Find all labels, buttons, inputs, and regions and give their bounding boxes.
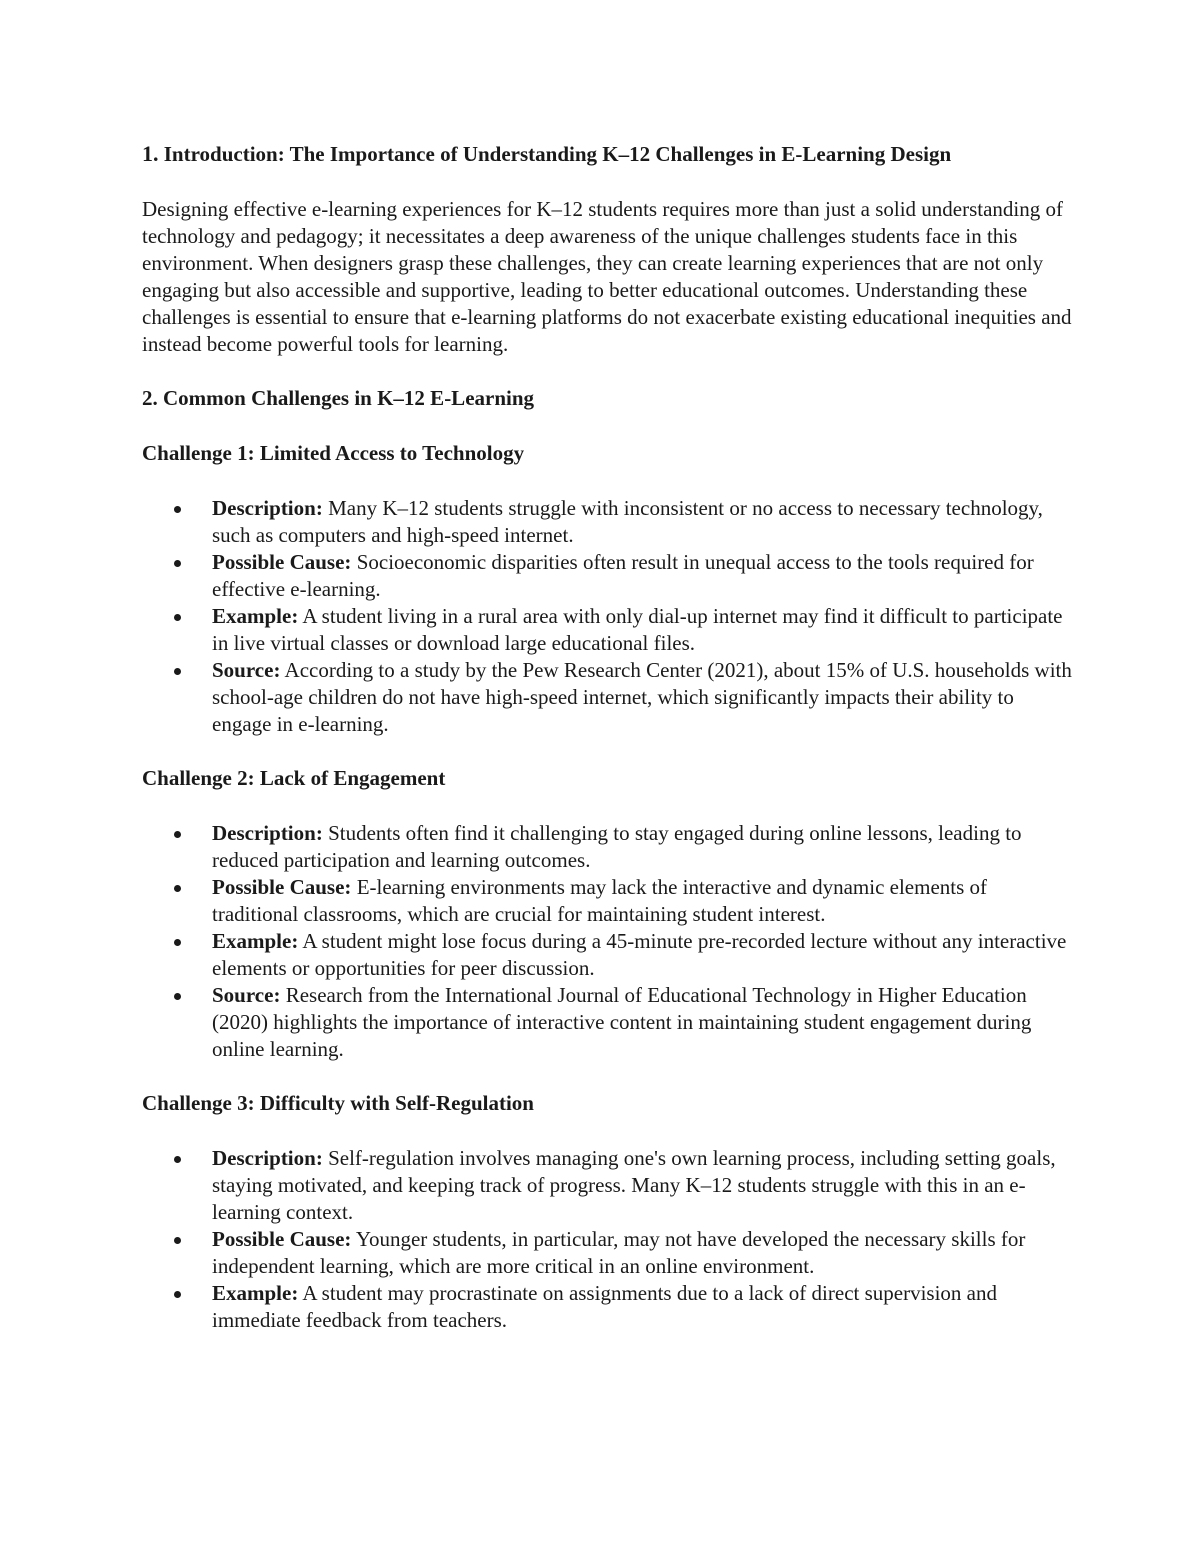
item-label: Description:	[212, 821, 323, 845]
item-text: Younger students, in particular, may not have developed the necessary skills for independent learning, which are more critical in an online environment.	[212, 1227, 1026, 1278]
bullet-icon	[174, 668, 181, 675]
item-label: Example:	[212, 929, 299, 953]
bullet-icon	[174, 939, 181, 946]
list-item	[142, 874, 1072, 928]
item-text: Socioeconomic disparities often result in unequal access to the tools required for effective e-learning.	[212, 550, 1034, 601]
item-label: Possible Cause:	[212, 1227, 352, 1251]
item-text: Many K–12 students struggle with inconsistent or no access to necessary technology, such as computers and high-speed internet.	[212, 496, 1043, 547]
item-label: Source:	[212, 983, 281, 1007]
item-text: E-learning environments may lack the interactive and dynamic elements of traditional classrooms, which are crucial for maintaining student interest.	[212, 875, 988, 926]
item-text: A student may procrastinate on assignments due to a lack of direct supervision and immediate feedback from teachers.	[212, 1281, 997, 1332]
item-label: Description:	[212, 1146, 323, 1170]
item-text: Research from the International Journal of Educational Technology in Higher Education (2020) highlights the importance of interactive content in maintaining student engagement during online learning.	[212, 983, 1032, 1061]
bullet-icon	[174, 1291, 181, 1298]
intro-heading-number: 1.	[142, 141, 159, 166]
item-label: Description:	[212, 496, 323, 520]
challenge-list	[142, 495, 1072, 738]
list-item	[142, 549, 1072, 603]
intro-heading	[142, 140, 1072, 168]
item-label: Possible Cause:	[212, 875, 352, 899]
bullet-icon	[174, 506, 181, 513]
item-text: Students often find it challenging to stay engaged during online lessons, leading to reduced participation and learning outcomes.	[212, 821, 1022, 872]
list-item	[142, 657, 1072, 738]
bullet-icon	[174, 614, 181, 621]
bullet-icon	[174, 831, 181, 838]
section-heading: 2. Common Challenges in K–12 E-Learning	[142, 386, 535, 410]
list-item	[142, 982, 1072, 1063]
challenge-list	[142, 820, 1072, 1063]
list-item	[142, 603, 1072, 657]
intro-heading-text: Introduction: The Importance of Understanding K–12 Challenges in E-Learning Design	[158, 142, 952, 166]
item-label: Possible Cause:	[212, 550, 352, 574]
bullet-icon	[174, 885, 181, 892]
challenge-heading: Challenge 1: Limited Access to Technology	[142, 441, 525, 465]
bullet-icon	[174, 1156, 181, 1163]
challenge-heading: Challenge 3: Difficulty with Self-Regulation	[142, 1091, 534, 1115]
bullet-icon	[174, 993, 181, 1000]
item-text: Self-regulation involves managing one's own learning process, including setting goals, staying motivated, and keeping track of progress. Many K–12 students struggle with this in an e-learning context.	[212, 1146, 1056, 1224]
item-text: A student might lose focus during a 45-minute pre-recorded lecture without any interactive elements or opportunities for peer discussion.	[212, 929, 1067, 980]
bullet-icon	[174, 1237, 181, 1244]
challenge-heading: Challenge 2: Lack of Engagement	[142, 766, 446, 790]
item-text: A student living in a rural area with only dial-up internet may find it difficult to participate in live virtual classes or download large educational files.	[212, 604, 1063, 655]
list-item	[142, 1226, 1072, 1280]
item-text: According to a study by the Pew Research Center (2021), about 15% of U.S. households with school-age children do not have high-speed internet, which significantly impacts their ability to engage in e-learning.	[212, 658, 1072, 736]
challenge-list	[142, 1145, 1072, 1334]
list-item	[142, 1280, 1072, 1334]
bullet-icon	[174, 560, 181, 567]
item-label: Source:	[212, 658, 281, 682]
list-item	[142, 1145, 1072, 1226]
list-item	[142, 820, 1072, 874]
list-item	[142, 495, 1072, 549]
document-content	[142, 140, 1072, 1361]
intro-paragraph: Designing effective e-learning experiences for K–12 students requires more than just a solid understanding of technology and pedagogy; it necessitates a deep awareness of the unique challenges students face in this environment. When designers grasp these challenges, they can create learning experiences that are not only engaging but also accessible and supportive, leading to better educational outcomes. Understanding these challenges is essential to ensure that e-learning platforms do not exacerbate existing educational inequities and instead become powerful tools for learning.	[142, 197, 1072, 356]
list-item	[142, 928, 1072, 982]
item-label: Example:	[212, 604, 299, 628]
item-label: Example:	[212, 1281, 299, 1305]
